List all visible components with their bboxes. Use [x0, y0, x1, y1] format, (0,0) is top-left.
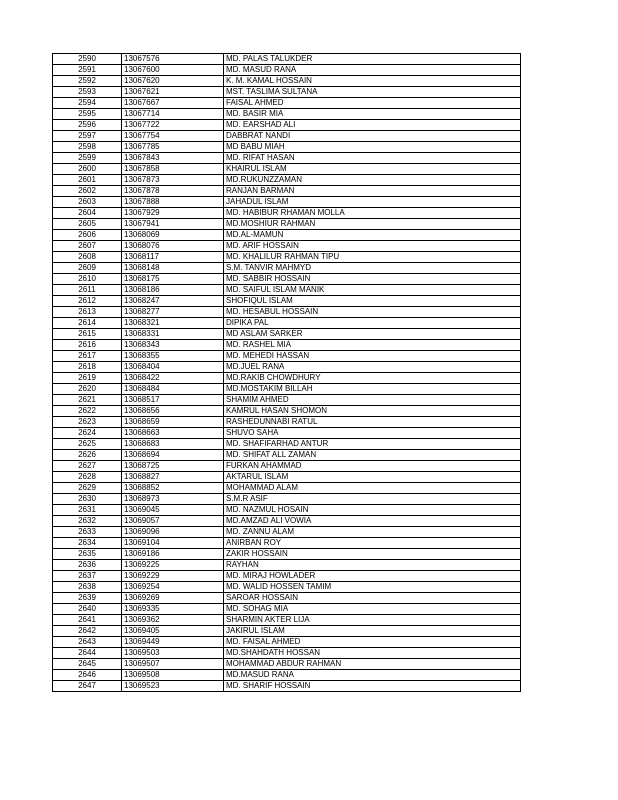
- serial-number-cell: 2611: [53, 285, 122, 296]
- table-row: [53, 428, 521, 439]
- name-cell: MD.MOSHIUR RAHMAN: [224, 219, 521, 230]
- serial-number-cell: 2626: [53, 450, 122, 461]
- table-row: [53, 571, 521, 582]
- name-cell: KAMRUL HASAN SHOMON: [224, 406, 521, 417]
- roll-number-cell: 13067929: [122, 208, 224, 219]
- serial-number-cell: 2606: [53, 230, 122, 241]
- table-row: [53, 65, 521, 76]
- serial-number-cell: 2642: [53, 626, 122, 637]
- name-cell: MD.JUEL RANA: [224, 362, 521, 373]
- table-row: [53, 318, 521, 329]
- serial-number-cell: 2603: [53, 197, 122, 208]
- table-row: [53, 417, 521, 428]
- serial-number-cell: 2633: [53, 527, 122, 538]
- table-row: [53, 615, 521, 626]
- name-cell: MD. FAISAL AHMED: [224, 637, 521, 648]
- name-cell: ANIRBAN ROY: [224, 538, 521, 549]
- name-cell: MOHAMMAD ABDUR RAHMAN: [224, 659, 521, 670]
- name-cell: MD.MOSTAKIM BILLAH: [224, 384, 521, 395]
- name-cell: MD ASLAM SARKER: [224, 329, 521, 340]
- table-body: [53, 54, 521, 692]
- serial-number-cell: 2636: [53, 560, 122, 571]
- serial-number-cell: 2634: [53, 538, 122, 549]
- name-cell: MD. WALID HOSSEN TAMIM: [224, 582, 521, 593]
- table-row: [53, 307, 521, 318]
- serial-number-cell: 2643: [53, 637, 122, 648]
- name-cell: DIPIKA PAL: [224, 318, 521, 329]
- serial-number-cell: 2614: [53, 318, 122, 329]
- name-cell: MD. BASIR MIA: [224, 109, 521, 120]
- name-cell: MD. SHARIF HOSSAIN: [224, 681, 521, 692]
- roll-number-cell: 13067722: [122, 120, 224, 131]
- name-cell: K. M. KAMAL HOSSAIN: [224, 76, 521, 87]
- serial-number-cell: 2594: [53, 98, 122, 109]
- name-cell: MD. HABIBUR RHAMAN MOLLA: [224, 208, 521, 219]
- table-row: [53, 175, 521, 186]
- table-row: [53, 219, 521, 230]
- roll-number-cell: 13069405: [122, 626, 224, 637]
- table-row: [53, 681, 521, 692]
- roll-number-cell: 13067621: [122, 87, 224, 98]
- name-cell: RANJAN BARMAN: [224, 186, 521, 197]
- roll-number-cell: 13069335: [122, 604, 224, 615]
- name-cell: MD. SHIFAT ALL ZAMAN: [224, 450, 521, 461]
- table-row: [53, 186, 521, 197]
- table-row: [53, 241, 521, 252]
- serial-number-cell: 2646: [53, 670, 122, 681]
- name-cell: MD. ZANNU ALAM: [224, 527, 521, 538]
- name-cell: RASHEDUNNABI RATUL: [224, 417, 521, 428]
- serial-number-cell: 2616: [53, 340, 122, 351]
- name-cell: MD. NAZMUL HOSAIN: [224, 505, 521, 516]
- table-row: [53, 560, 521, 571]
- serial-number-cell: 2639: [53, 593, 122, 604]
- name-cell: MD. ARIF HOSSAIN: [224, 241, 521, 252]
- name-cell: SHOFIQUL ISLAM: [224, 296, 521, 307]
- roll-number-cell: 13069449: [122, 637, 224, 648]
- table-row: [53, 582, 521, 593]
- name-cell: MD.SHAHDATH HOSSAN: [224, 648, 521, 659]
- serial-number-cell: 2632: [53, 516, 122, 527]
- name-cell: AKTARUL ISLAM: [224, 472, 521, 483]
- roll-number-cell: 13068117: [122, 252, 224, 263]
- roll-number-cell: 13067667: [122, 98, 224, 109]
- serial-number-cell: 2610: [53, 274, 122, 285]
- serial-number-cell: 2640: [53, 604, 122, 615]
- serial-number-cell: 2605: [53, 219, 122, 230]
- serial-number-cell: 2590: [53, 54, 122, 65]
- serial-number-cell: 2638: [53, 582, 122, 593]
- serial-number-cell: 2635: [53, 549, 122, 560]
- serial-number-cell: 2628: [53, 472, 122, 483]
- roll-number-cell: 13068331: [122, 329, 224, 340]
- name-cell: MD. SOHAG MIA: [224, 604, 521, 615]
- roll-number-cell: 13068517: [122, 395, 224, 406]
- roll-number-cell: 13068343: [122, 340, 224, 351]
- roll-number-cell: 13068069: [122, 230, 224, 241]
- name-cell: MD. RASHEL MIA: [224, 340, 521, 351]
- name-cell: DABBRAT NANDI: [224, 131, 521, 142]
- roll-number-cell: 13069045: [122, 505, 224, 516]
- roll-number-cell: 13069254: [122, 582, 224, 593]
- serial-number-cell: 2627: [53, 461, 122, 472]
- table-row: [53, 659, 521, 670]
- serial-number-cell: 2619: [53, 373, 122, 384]
- roll-number-cell: 13068404: [122, 362, 224, 373]
- roll-number-cell: 13068663: [122, 428, 224, 439]
- serial-number-cell: 2647: [53, 681, 122, 692]
- name-cell: MOHAMMAD ALAM: [224, 483, 521, 494]
- name-cell: MD.MASUD RANA: [224, 670, 521, 681]
- serial-number-cell: 2599: [53, 153, 122, 164]
- serial-number-cell: 2629: [53, 483, 122, 494]
- roll-number-cell: 13068321: [122, 318, 224, 329]
- roll-number-cell: 13067714: [122, 109, 224, 120]
- name-cell: RAYHAN: [224, 560, 521, 571]
- table-row: [53, 648, 521, 659]
- table-row: [53, 142, 521, 153]
- table-row: [53, 406, 521, 417]
- serial-number-cell: 2596: [53, 120, 122, 131]
- name-cell: MD. MASUD RANA: [224, 65, 521, 76]
- name-cell: MD.AL-MAMUN: [224, 230, 521, 241]
- table-row: [53, 384, 521, 395]
- roll-number-cell: 13068484: [122, 384, 224, 395]
- serial-number-cell: 2595: [53, 109, 122, 120]
- table-row: [53, 351, 521, 362]
- roll-number-cell: 13068725: [122, 461, 224, 472]
- serial-number-cell: 2609: [53, 263, 122, 274]
- roll-number-cell: 13068148: [122, 263, 224, 274]
- roll-number-cell: 13068683: [122, 439, 224, 450]
- table-row: [53, 604, 521, 615]
- serial-number-cell: 2623: [53, 417, 122, 428]
- roll-number-cell: 13069096: [122, 527, 224, 538]
- roll-number-cell: 13069229: [122, 571, 224, 582]
- roll-number-cell: 13068659: [122, 417, 224, 428]
- serial-number-cell: 2621: [53, 395, 122, 406]
- serial-number-cell: 2607: [53, 241, 122, 252]
- name-cell: JAKIRUL ISLAM: [224, 626, 521, 637]
- table-row: [53, 87, 521, 98]
- roll-number-cell: 13068175: [122, 274, 224, 285]
- name-cell: KHAIRUL ISLAM: [224, 164, 521, 175]
- table-row: [53, 527, 521, 538]
- table-row: [53, 98, 521, 109]
- name-cell: MD.RAKIB CHOWDHURY: [224, 373, 521, 384]
- roll-number-cell: 13068355: [122, 351, 224, 362]
- name-cell: SHUVO SAHA: [224, 428, 521, 439]
- name-cell: MD. KHALILUR RAHMAN TIPU: [224, 252, 521, 263]
- serial-number-cell: 2598: [53, 142, 122, 153]
- name-cell: MD. RIFAT HASAN: [224, 153, 521, 164]
- table-row: [53, 362, 521, 373]
- table-row: [53, 395, 521, 406]
- roll-number-cell: 13067888: [122, 197, 224, 208]
- serial-number-cell: 2612: [53, 296, 122, 307]
- roll-number-cell: 13067858: [122, 164, 224, 175]
- serial-number-cell: 2600: [53, 164, 122, 175]
- serial-number-cell: 2617: [53, 351, 122, 362]
- name-cell: MD.AMZAD ALI VOWIA: [224, 516, 521, 527]
- table-row: [53, 153, 521, 164]
- name-cell: MD. MEHEDI HASSAN: [224, 351, 521, 362]
- table-row: [53, 120, 521, 131]
- table-row: [53, 516, 521, 527]
- roll-number-cell: 13068852: [122, 483, 224, 494]
- roll-number-cell: 13068076: [122, 241, 224, 252]
- roll-number-cell: 13069269: [122, 593, 224, 604]
- name-cell: JAHADUL ISLAM: [224, 197, 521, 208]
- name-cell: MD. EARSHAD ALI: [224, 120, 521, 131]
- serial-number-cell: 2625: [53, 439, 122, 450]
- table-row: [53, 549, 521, 560]
- table-row: [53, 439, 521, 450]
- serial-number-cell: 2620: [53, 384, 122, 395]
- serial-number-cell: 2618: [53, 362, 122, 373]
- roll-number-cell: 13069362: [122, 615, 224, 626]
- table-row: [53, 483, 521, 494]
- roll-number-cell: 13069508: [122, 670, 224, 681]
- table-row: [53, 373, 521, 384]
- roll-number-cell: 13067785: [122, 142, 224, 153]
- name-cell: SHARMIN AKTER LIJA: [224, 615, 521, 626]
- roll-number-cell: 13069507: [122, 659, 224, 670]
- table-row: [53, 164, 521, 175]
- table-row: [53, 263, 521, 274]
- roll-number-cell: 13067843: [122, 153, 224, 164]
- table-row: [53, 274, 521, 285]
- table-row: [53, 296, 521, 307]
- roll-number-cell: 13068422: [122, 373, 224, 384]
- roll-number-cell: 13067600: [122, 65, 224, 76]
- name-cell: MD BABU MIAH: [224, 142, 521, 153]
- roll-number-cell: 13068247: [122, 296, 224, 307]
- serial-number-cell: 2631: [53, 505, 122, 516]
- roll-number-cell: 13068186: [122, 285, 224, 296]
- name-cell: MST. TASLIMA SULTANA: [224, 87, 521, 98]
- table-row: [53, 208, 521, 219]
- roll-number-cell: 13067754: [122, 131, 224, 142]
- serial-number-cell: 2615: [53, 329, 122, 340]
- serial-number-cell: 2608: [53, 252, 122, 263]
- table-row: [53, 197, 521, 208]
- serial-number-cell: 2602: [53, 186, 122, 197]
- name-cell: ZAKIR HOSSAIN: [224, 549, 521, 560]
- serial-number-cell: 2624: [53, 428, 122, 439]
- table-row: [53, 252, 521, 263]
- table-row: [53, 76, 521, 87]
- roll-number-cell: 13068827: [122, 472, 224, 483]
- table-row: [53, 505, 521, 516]
- roll-number-cell: 13069503: [122, 648, 224, 659]
- table-row: [53, 109, 521, 120]
- serial-number-cell: 2644: [53, 648, 122, 659]
- roll-number-cell: 13068973: [122, 494, 224, 505]
- serial-number-cell: 2604: [53, 208, 122, 219]
- name-cell: MD. PALAS TALUKDER: [224, 54, 521, 65]
- serial-number-cell: 2645: [53, 659, 122, 670]
- name-cell: FURKAN AHAMMAD: [224, 461, 521, 472]
- roll-number-cell: 13069104: [122, 538, 224, 549]
- table-row: [53, 637, 521, 648]
- serial-number-cell: 2591: [53, 65, 122, 76]
- table-row: [53, 329, 521, 340]
- roll-number-cell: 13069523: [122, 681, 224, 692]
- table-row: [53, 285, 521, 296]
- name-cell: SAROAR HOSSAIN: [224, 593, 521, 604]
- name-cell: MD. MIRAJ HOWLADER: [224, 571, 521, 582]
- serial-number-cell: 2613: [53, 307, 122, 318]
- roll-number-cell: 13069186: [122, 549, 224, 560]
- name-cell: S.M. TANVIR MAHMYD: [224, 263, 521, 274]
- table-row: [53, 230, 521, 241]
- table-row: [53, 54, 521, 65]
- serial-number-cell: 2593: [53, 87, 122, 98]
- roll-number-cell: 13068277: [122, 307, 224, 318]
- name-cell: MD. SHAFIFARHAD ANTUR: [224, 439, 521, 450]
- table-row: [53, 593, 521, 604]
- table-row: [53, 340, 521, 351]
- roll-number-cell: 13067576: [122, 54, 224, 65]
- roll-number-cell: 13067873: [122, 175, 224, 186]
- roll-number-cell: 13069225: [122, 560, 224, 571]
- serial-number-cell: 2641: [53, 615, 122, 626]
- serial-number-cell: 2592: [53, 76, 122, 87]
- table-row: [53, 472, 521, 483]
- name-cell: S.M.R ASIF: [224, 494, 521, 505]
- roll-number-cell: 13068656: [122, 406, 224, 417]
- name-cell: SHAMIM AHMED: [224, 395, 521, 406]
- roll-number-cell: 13067941: [122, 219, 224, 230]
- table-row: [53, 626, 521, 637]
- name-cell: MD. SABBIR HOSSAIN: [224, 274, 521, 285]
- roll-number-cell: 13067620: [122, 76, 224, 87]
- serial-number-cell: 2630: [53, 494, 122, 505]
- table-row: [53, 461, 521, 472]
- name-cell: MD.RUKUNZZAMAN: [224, 175, 521, 186]
- roll-number-cell: 13069057: [122, 516, 224, 527]
- serial-number-cell: 2597: [53, 131, 122, 142]
- serial-number-cell: 2637: [53, 571, 122, 582]
- name-cell: FAISAL AHMED: [224, 98, 521, 109]
- table-row: [53, 494, 521, 505]
- table-row: [53, 538, 521, 549]
- roll-number-cell: 13068694: [122, 450, 224, 461]
- table-row: [53, 450, 521, 461]
- candidate-list-table: [52, 53, 521, 692]
- serial-number-cell: 2601: [53, 175, 122, 186]
- name-cell: MD. HESABUL HOSSAIN: [224, 307, 521, 318]
- roll-number-cell: 13067878: [122, 186, 224, 197]
- table-row: [53, 670, 521, 681]
- table-row: [53, 131, 521, 142]
- name-cell: MD. SAIFUL ISLAM MANIK: [224, 285, 521, 296]
- serial-number-cell: 2622: [53, 406, 122, 417]
